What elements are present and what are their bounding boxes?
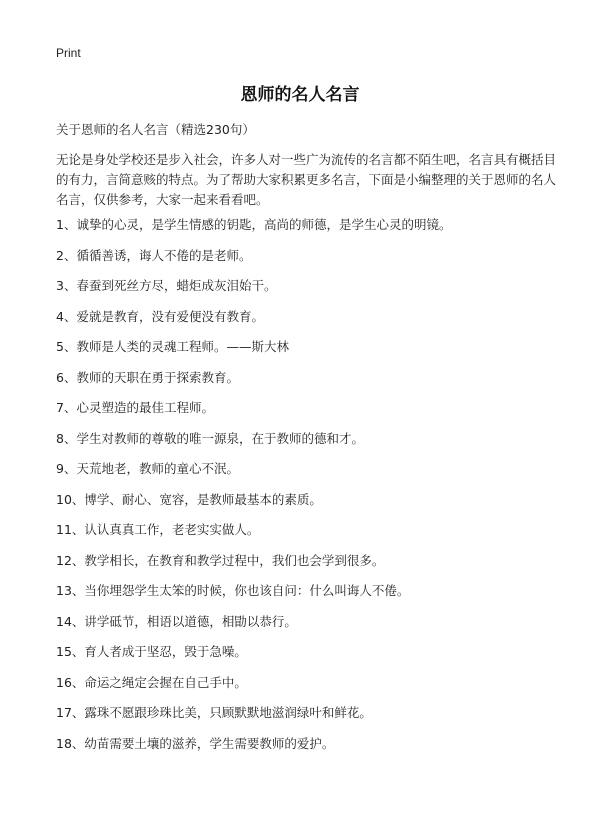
quote-item: 9、天荒地老，教师的童心不泯。	[56, 461, 239, 476]
quote-item: 15、育人者成于坚忍，毁于急噪。	[56, 644, 247, 659]
quote-item: 4、爱就是教育，没有爱便没有教育。	[56, 308, 264, 324]
quote-item: 7、心灵塑造的最佳工程师。	[56, 400, 214, 415]
quote-item: 18、幼苗需要土壤的滋养，学生需要教师的爱护。	[56, 735, 335, 751]
quote-item: 13、当你埋怨学生太笨的时候，你也该自问：什么叫诲人不倦。	[56, 583, 410, 598]
article-subtitle: 关于恩师的名人名言（精选230句）	[56, 122, 255, 137]
quote-item: 17、露珠不愿跟珍珠比美，只顾默默地滋润绿叶和鲜花。	[56, 705, 372, 720]
quote-item: 14、讲学砥节，相语以道德，相勖以恭行。	[56, 613, 297, 629]
quote-item: 3、春蚕到死丝方尽，蜡炬成灰泪始干。	[56, 278, 277, 293]
quote-item: 10、博学、耐心、宽容，是教师最基本的素质。	[56, 491, 322, 507]
quote-item: 8、学生对教师的尊敬的唯一源泉，在于教师的德和才。	[56, 430, 364, 446]
quote-item: 1、诚挚的心灵，是学生情感的钥匙，高尚的师德，是学生心灵的明镜。	[56, 217, 452, 232]
quote-item: 16、命运之绳定会握在自己手中。	[56, 674, 247, 690]
quote-item: 11、认认真真工作，老老实实做人。	[56, 522, 260, 537]
print-link[interactable]: Print	[56, 46, 81, 60]
intro-paragraph: 无论是身处学校还是步入社会，许多人对一些广为流传的名言都不陌生吧，名言具有概括目的有力，言简意赅的特点。为了帮助大家积累更多名言，下面是小编整理的关于恩师的名人名言，仅供参考，大家一起来看看吧。	[56, 152, 557, 207]
quote-item: 6、教师的天职在勇于探索教育。	[56, 369, 239, 385]
quote-list	[56, 212, 556, 761]
quote-item: 5、教师是人类的灵魂工程师。——斯大林	[56, 339, 289, 354]
page-title: 恩师的名人名言	[240, 85, 360, 105]
quote-item: 12、教学相长，在教育和教学过程中，我们也会学到很多。	[56, 552, 385, 568]
quote-item: 2、循循善诱，诲人不倦的是老师。	[56, 247, 252, 263]
